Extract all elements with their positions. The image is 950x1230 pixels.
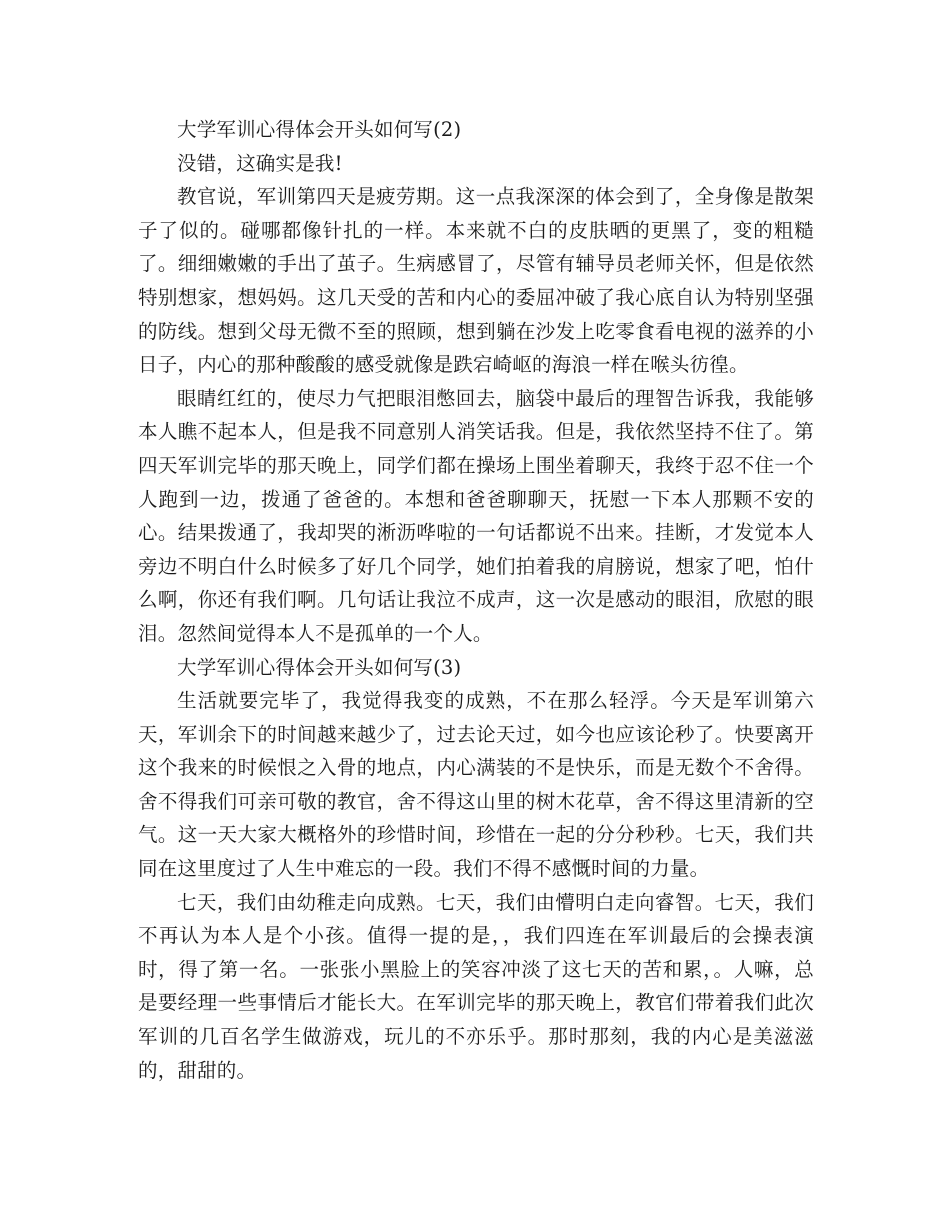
section-heading-3: 大学军训心得体会开头如何写(3) [177,655,462,679]
paragraph-5: 七天，我们由幼稚走向成熟。七天，我们由懵明白走向睿智。七天，我们不再认为本人是个小孩。值得一提的是，，我们四连在军训最后的会操表演时，得了第一名。一张张小黑脸上的笑容冲淡了这七天的苦和累，。人嘛，总是要经理一些事情后才能长大。在军训完毕的那天晚上，教官们带着我们此次军训的几百名学生做游戏，玩儿的不亦乐乎。那时那刻，我的内心是美滋滋的，甜甜的。 [138,890,814,1082]
paragraph-4: 生活就要完毕了，我觉得我变的成熟，不在那么轻浮。今天是军训第六天，军训余下的时间越来越少了，过去论天过，如今也应该论秒了。快要离开这个我来的时候恨之入骨的地点，内心满装的不是快乐，而是无数个不舍得。舍不得我们可亲可敬的教官，舍不得这山里的树木花草，舍不得这里清新的空气。这一天大家大概格外的珍惜时间，珍惜在一起的分分秒秒。七天，我们共同在这里度过了人生中难忘的一段。我们不得不感慨时间的力量。 [138,689,814,881]
section-heading-2: 大学军训心得体会开头如何写(2) [177,118,462,141]
document-page [138,113,814,1087]
paragraph-1: 没错，这确实是我! [177,151,343,175]
paragraph-3: 眼睛红红的，使尽力气把眼泪憋回去，脑袋中最后的理智告诉我，我能够本人瞧不起本人，但是我不同意别人消笑话我。但是，我依然坚持不住了。第四天军训完毕的那天晚上，同学们都在操场上围坐着聊天，我终于忍不住一个人跑到一边，拨通了爸爸的。本想和爸爸聊聊天，抚慰一下本人那颗不安的心。结果拨通了，我却哭的淅沥哗啦的一句话都说不出来。挂断，才发觉本人旁边不明白什么时候多了好几个同学，她们拍着我的肩膀说，想家了吧，怕什么啊，你还有我们啊。几句话让我泣不成声，这一次是感动的眼泪，欣慰的眼泪。忽然间觉得本人不是孤单的一个人。 [138,386,814,645]
paragraph-2: 教官说，军训第四天是疲劳期。这一点我深深的体会到了，全身像是散架子了似的。碰哪都像针扎的一样。本来就不白的皮肤晒的更黑了，变的粗糙了。细细嫩嫩的手出了茧子。生病感冒了，尽管有辅导员老师关怀，但是依然特别想家，想妈妈。这几天受的苦和内心的委屈冲破了我心底自认为特别坚强的防线。想到父母无微不至的照顾，想到躺在沙发上吃零食看电视的滋养的小日子，内心的那种酸酸的感受就像是跌宕崎岖的海浪一样在喉头彷徨。 [138,185,814,377]
